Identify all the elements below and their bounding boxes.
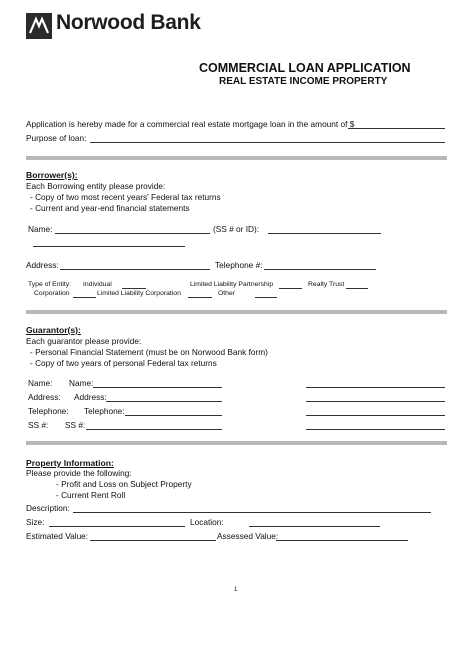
size-field[interactable]: [49, 526, 185, 527]
purpose-field[interactable]: [90, 142, 445, 143]
borrower-name-field-2[interactable]: [33, 246, 185, 247]
application-text: Application is hereby made for a commercial real estate mortgage loan in the amount of $: [26, 119, 355, 129]
guarantor-instructions: Each guarantor please provide:: [26, 336, 142, 346]
section-divider: [26, 441, 447, 445]
guarantor-item: - Personal Financial Statement (must be on Norwood Bank form): [30, 347, 268, 357]
location-label: Location:: [190, 517, 224, 527]
property-instructions: Please provide the following:: [26, 468, 132, 478]
loan-amount-field[interactable]: [348, 128, 445, 129]
section-divider: [26, 156, 447, 160]
entity-other-label: Other: [218, 290, 235, 297]
assessed-value-label: Assessed Value:: [217, 531, 279, 541]
guarantor-1-name-field[interactable]: [93, 387, 222, 388]
description-label: Description:: [26, 503, 70, 513]
entity-individual-field[interactable]: [122, 288, 146, 289]
description-field[interactable]: [73, 512, 431, 513]
guarantor-2-address-field[interactable]: [306, 401, 445, 402]
entity-llp-field[interactable]: [279, 288, 302, 289]
guarantor-telephone-label: Telephone:: [28, 406, 69, 416]
guarantor-1-ss-field[interactable]: [86, 429, 222, 430]
section-divider: [26, 310, 447, 314]
bank-logo-icon: [26, 13, 52, 39]
guarantor-2-ss-field[interactable]: [306, 429, 445, 430]
borrower-address-field[interactable]: [60, 269, 210, 270]
estimated-value-label: Estimated Value:: [26, 531, 89, 541]
entity-llc-label: Limited Liability Corporation: [97, 290, 181, 297]
borrower-telephone-field[interactable]: [264, 269, 376, 270]
entity-llp-label: Limited Liability Partnership: [190, 281, 274, 288]
entity-other-field[interactable]: [255, 297, 277, 298]
entity-individual-label: Individual: [83, 281, 112, 288]
guarantor-1-ss-label: SS #:: [65, 420, 86, 430]
document-subtitle: REAL ESTATE INCOME PROPERTY: [219, 76, 388, 87]
borrower-heading: Borrower(s):: [26, 170, 78, 180]
borrower-telephone-label: Telephone #:: [215, 260, 263, 270]
guarantor-1-telephone-field[interactable]: [125, 415, 222, 416]
guarantor-address-label: Address:: [28, 392, 61, 402]
guarantor-2-name-field[interactable]: [306, 387, 445, 388]
property-item: - Profit and Loss on Subject Property: [56, 479, 192, 489]
borrower-name-label: Name:: [28, 224, 53, 234]
property-heading: Property Information:: [26, 458, 114, 468]
page-number: 1: [234, 587, 238, 593]
borrower-ss-field[interactable]: [268, 233, 381, 234]
guarantor-1-address-field[interactable]: [106, 401, 222, 402]
entity-realty-trust-field[interactable]: [346, 288, 368, 289]
guarantor-ss-label: SS #:: [28, 420, 49, 430]
borrower-address-label: Address:: [26, 260, 59, 270]
guarantor-1-name-label: Name:: [69, 378, 94, 388]
location-field[interactable]: [249, 526, 380, 527]
property-item: - Current Rent Roll: [56, 490, 126, 500]
borrower-item: - Copy of two most recent years' Federal tax returns: [30, 192, 221, 202]
entity-corporation-field[interactable]: [73, 297, 96, 298]
guarantor-1-address-label: Address:: [74, 392, 107, 402]
borrower-ss-label: (SS # or ID):: [213, 224, 260, 234]
assessed-value-field[interactable]: [276, 540, 408, 541]
size-label: Size:: [26, 517, 45, 527]
document-title: COMMERCIAL LOAN APPLICATION: [199, 61, 411, 75]
entity-corporation-label: Corporation: [34, 290, 70, 297]
guarantor-1-telephone-label: Telephone:: [84, 406, 125, 416]
borrower-instructions: Each Borrowing entity please provide:: [26, 181, 166, 191]
guarantor-heading: Guarantor(s):: [26, 325, 81, 335]
entity-type-label: Type of Entity:: [28, 281, 72, 288]
borrower-item: - Current and year-end financial statements: [30, 203, 190, 213]
borrower-name-field[interactable]: [55, 233, 210, 234]
guarantor-2-telephone-field[interactable]: [306, 415, 445, 416]
entity-llc-field[interactable]: [188, 297, 212, 298]
estimated-value-field[interactable]: [90, 540, 216, 541]
entity-realty-trust-label: Realty Trust: [308, 281, 345, 288]
bank-name: Norwood Bank: [56, 11, 201, 34]
purpose-label: Purpose of loan:: [26, 133, 87, 143]
guarantor-name-label: Name:: [28, 378, 53, 388]
guarantor-item: - Copy of two years of personal Federal tax returns: [30, 358, 217, 368]
